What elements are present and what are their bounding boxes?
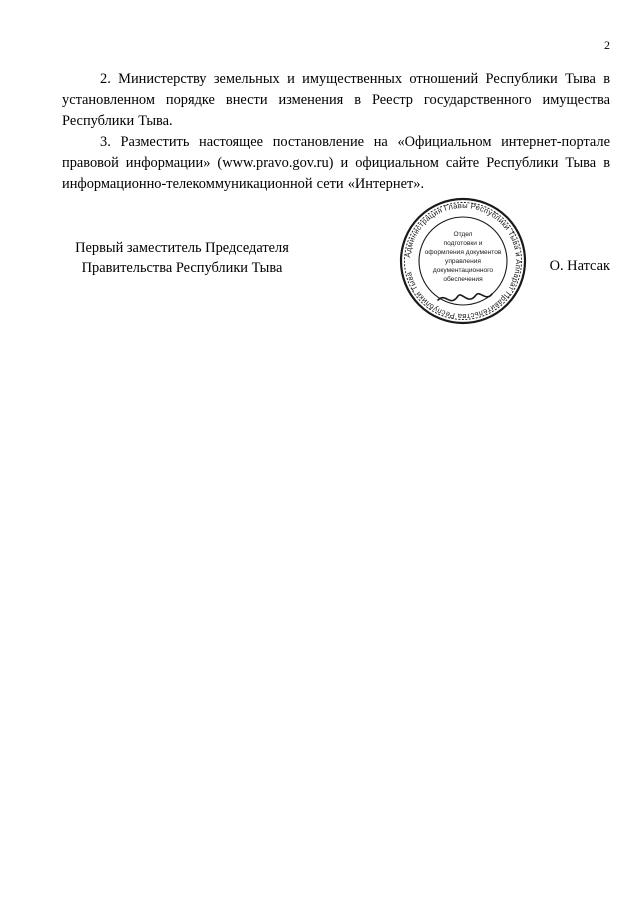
signer-name: О. Натсак	[549, 258, 610, 274]
official-seal-stamp	[398, 196, 528, 326]
stamp-inner-line: Отдел	[453, 231, 473, 238]
stamp-outer-text-path: Администрация Главы Республики Тыва и Аппарат Правительства Республики Тыва	[403, 200, 524, 322]
signer-position-line: Первый заместитель Председателя	[75, 240, 289, 256]
stamp-inner-line: документационного	[432, 267, 494, 274]
paragraph: 3. Разместить настоящее постановление на «Официальном интернет-портале правовой информации» (www.pravo.gov.ru) и официальном сайте Республики Тыва в информационно-телекоммуникационной сети «Интернет».	[62, 134, 610, 192]
paragraph: 2. Министерству земельных и имущественных отношений Республики Тыва в установленном порядке внести изменения в Реестр государственного имущества Республики Тыва.	[62, 71, 610, 129]
stamp-inner-line: оформления документов	[424, 249, 502, 256]
stamp-inner-text	[425, 231, 502, 283]
document-body	[62, 69, 610, 195]
signer-position	[62, 238, 302, 278]
page-number: 2	[604, 38, 610, 52]
stamp-inner-line: управления	[445, 258, 481, 265]
signer-position-line: Правительства Республики Тыва	[81, 260, 283, 276]
stamp-inner-line: подготовки и	[443, 240, 483, 247]
stamp-inner-line: обеспечения	[443, 276, 483, 283]
